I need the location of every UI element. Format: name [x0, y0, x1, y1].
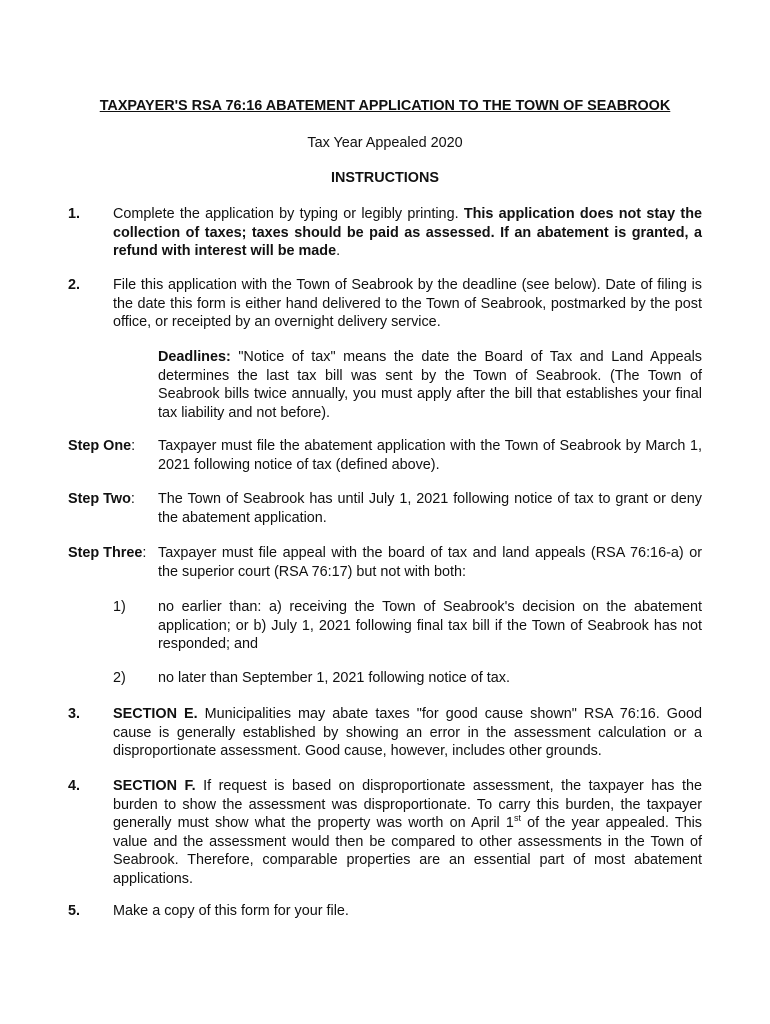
step-three-subitem-1 — [113, 598, 702, 654]
item-number: 3. — [68, 706, 81, 722]
step-three — [68, 544, 702, 581]
deadlines-text: "Notice of tax" means the date the Board of Tax and Land Appeals determines the last tax bill was sent by the Town of Seabrook. (The Town of Seabrook bills twice annually, you must apply after the bill that establishes your final tax liability and not before). — [158, 349, 702, 421]
deadlines-paragraph — [158, 348, 702, 422]
item-number: 1. — [68, 206, 81, 222]
step-text: Taxpayer must file the abatement application with the Town of Seabrook by March 1, 2021 following notice of tax (defined above). — [158, 438, 702, 473]
item-text-body: If request is based on disproportionate assessment, the taxpayer has the burden to show the assessment was disproportionate. To carry this burden, the taxpayer generally must show what the property was worth on April 1 — [113, 778, 702, 831]
step-one — [68, 437, 702, 474]
deadlines-label: Deadlines: — [158, 349, 231, 365]
item-text — [113, 705, 702, 761]
section-label: SECTION F. — [113, 778, 196, 794]
step-text: Taxpayer must file appeal with the board of tax and land appeals (RSA 76:16-a) or the superior court (RSA 76:17) but not with both: — [158, 545, 702, 580]
instruction-item-5 — [68, 902, 702, 921]
section-label: SECTION E. — [113, 706, 198, 722]
subitem-number: 2) — [113, 670, 126, 686]
step-label: Step Three: — [68, 545, 147, 561]
item-text-body-end: of the year appealed. This value and the assessment would then be compared to other assessments in the Town of Seabrook. Therefore, comparable properties are an essential part of most abatement applications. — [113, 815, 703, 887]
step-text: The Town of Seabrook has until July 1, 2021 following notice of tax to grant or deny the abatement application. — [158, 491, 702, 526]
item-number: 5. — [68, 903, 81, 919]
item-text: Make a copy of this form for your file. — [113, 903, 349, 919]
item-text — [113, 205, 702, 261]
item-text-bold: This application does not stay the collection of taxes; taxes should be paid as assessed. If an abatement is granted, a refund with interest will be made — [113, 206, 702, 259]
subitem-text: no earlier than: a) receiving the Town of Seabrook's decision on the abatement application; or b) July 1, 2021 following final tax bill if the Town of Seabrook has not responded; and — [158, 599, 702, 652]
step-two — [68, 490, 702, 527]
item-text-plain: Complete the application by typing or legibly printing. — [113, 206, 464, 222]
step-three-subitem-2 — [113, 669, 702, 688]
subitem-number: 1) — [113, 599, 126, 615]
subitem-text: no later than September 1, 2021 following notice of tax. — [158, 670, 510, 686]
step-label: Step One: — [68, 438, 136, 454]
tax-year-line: Tax Year Appealed 2020 — [307, 135, 463, 151]
ordinal-suffix: st — [513, 813, 521, 824]
item-text — [113, 777, 702, 888]
instruction-item-2 — [68, 276, 702, 332]
step-label: Step Two: — [68, 491, 135, 507]
instructions-heading: INSTRUCTIONS — [331, 170, 439, 186]
item-number: 4. — [68, 778, 81, 794]
item-text-end: . — [336, 243, 341, 259]
item-text: File this application with the Town of Seabrook by the deadline (see below). Date of filing is the date this form is either hand delivered to the Town of Seabrook, postmarked by the post office, or receipted by an overnight delivery service. — [113, 277, 702, 330]
instruction-item-1 — [68, 205, 702, 261]
item-text-body: Municipalities may abate taxes "for good cause shown" RSA 76:16. Good cause is generally established by showing an error in the assessment calculation or a disproportionate assessment. Good cause, however, includes other grounds. — [113, 706, 703, 759]
instruction-item-3 — [68, 705, 702, 761]
instruction-item-4 — [68, 777, 702, 888]
item-number: 2. — [68, 277, 81, 293]
document-title: TAXPAYER'S RSA 76:16 ABATEMENT APPLICATION TO THE TOWN OF SEABROOK — [99, 98, 671, 114]
